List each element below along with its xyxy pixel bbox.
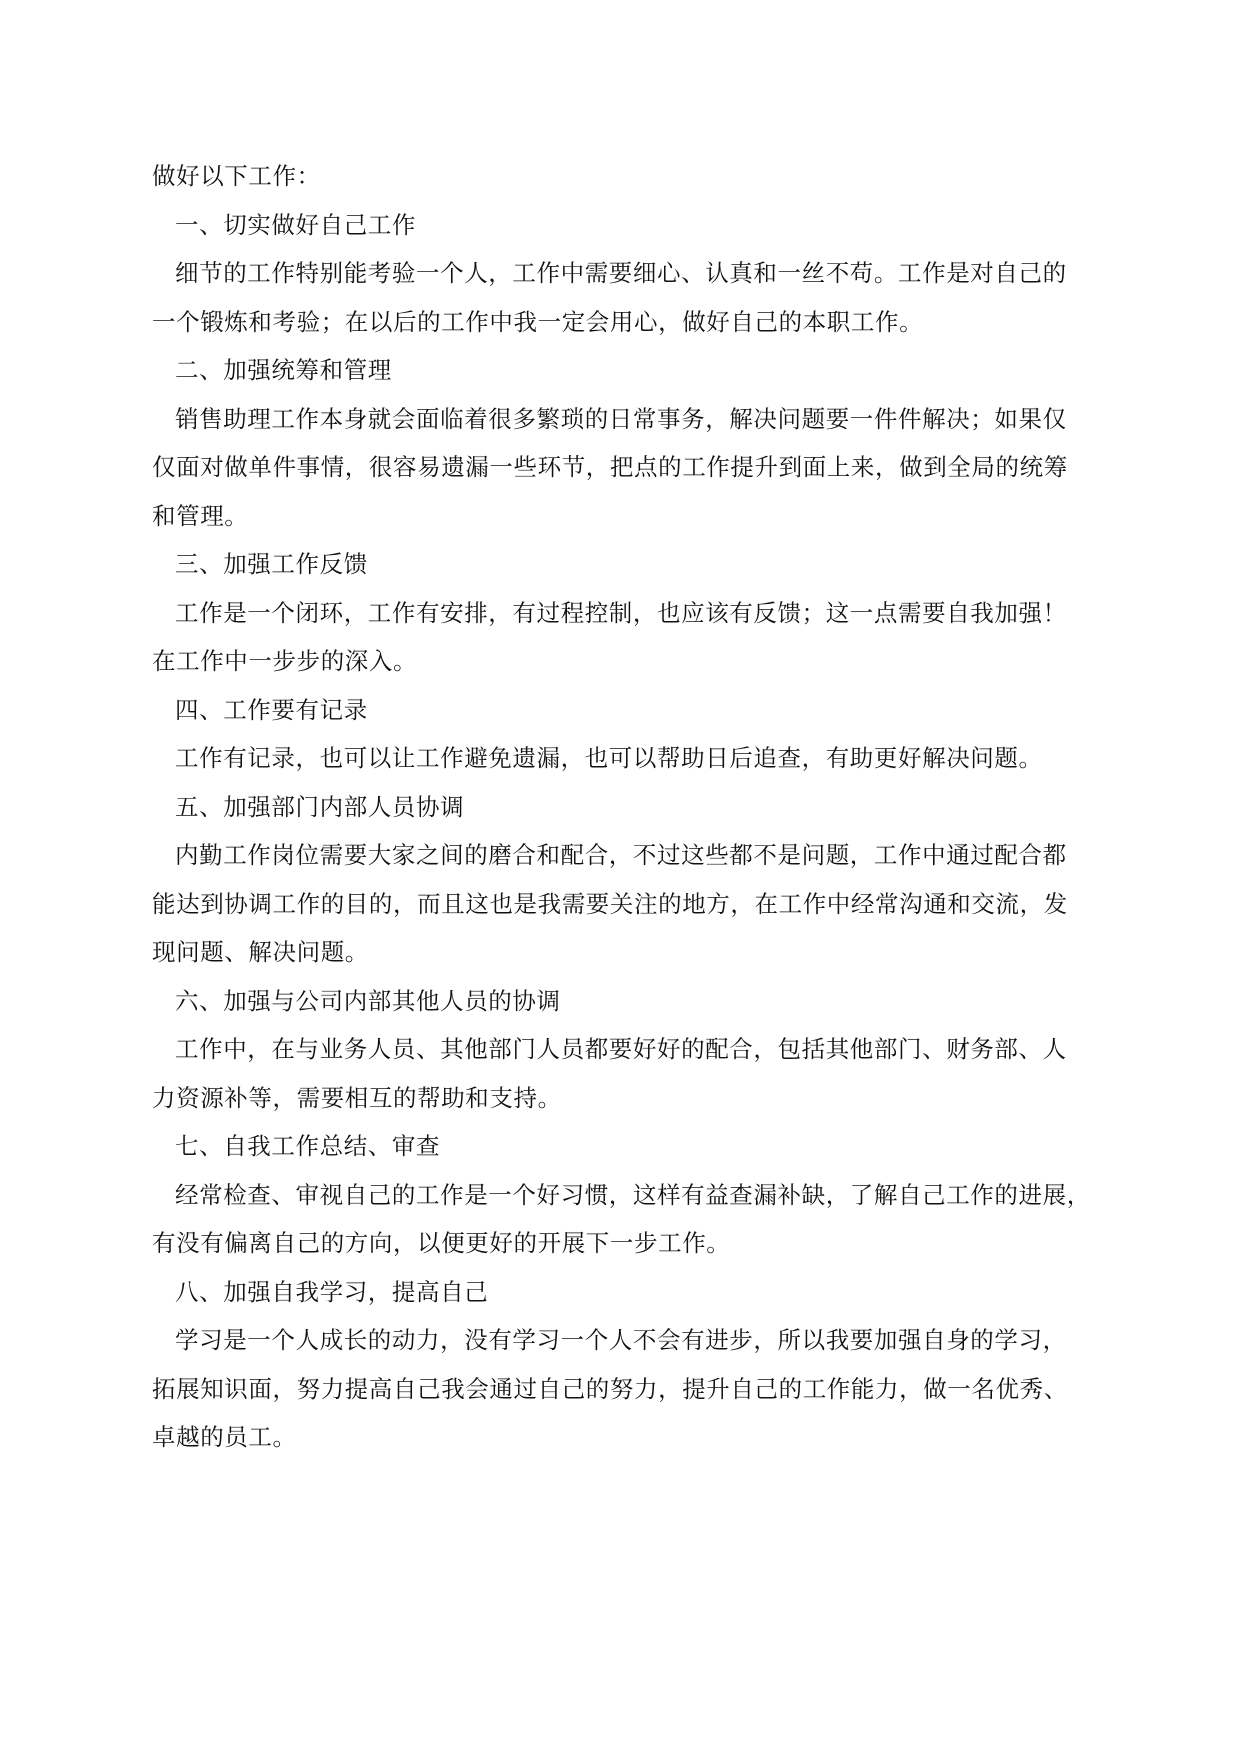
paragraph-1-line-1: 细节的工作特别能考验一个人，工作中需要细心、认真和一丝不苟。工作是对自己的	[175, 259, 1067, 287]
paragraph-5-line-2: 能达到协调工作的目的，而且这也是我需要关注的地方，在工作中经常沟通和交流，发	[152, 889, 1068, 918]
intro-line: 做好以下工作：	[152, 162, 321, 190]
section-heading-2: 二、加强统筹和管理	[175, 356, 392, 384]
paragraph-8-line-2: 拓展知识面，努力提高自己我会通过自己的努力，提升自己的工作能力，做一名优秀、	[152, 1374, 1068, 1403]
paragraph-1-line-2: 一个锻炼和考验；在以后的工作中我一定会用心，做好自己的本职工作。	[152, 307, 924, 336]
section-heading-5: 五、加强部门内部人员协调	[175, 792, 465, 821]
paragraph-2-line-1: 销售助理工作本身就会面临着很多繁琐的日常事务，解决问题要一件件解决；如果仅	[175, 404, 1067, 433]
section-heading-6: 六、加强与公司内部其他人员的协调	[175, 986, 561, 1015]
paragraph-8-line-3: 卓越的员工。	[152, 1423, 297, 1451]
section-heading-7: 七、自我工作总结、审查	[175, 1132, 441, 1160]
paragraph-2-line-2: 仅面对做单件事情，很容易遗漏一些环节，把点的工作提升到面上来，做到全局的统筹	[152, 453, 1068, 481]
paragraph-6-line-1: 工作中，在与业务人员、其他部门人员都要好好的配合，包括其他部门、财务部、人	[175, 1035, 1067, 1063]
section-heading-1: 一、切实做好自己工作	[175, 210, 416, 239]
section-heading-8: 八、加强自我学习，提高自己	[175, 1277, 489, 1306]
section-heading-4: 四、工作要有记录	[175, 695, 368, 724]
paragraph-3-line-2: 在工作中一步步的深入。	[152, 647, 418, 675]
paragraph-6-line-2: 力资源补等，需要相互的帮助和支持。	[152, 1083, 562, 1112]
paragraph-7-line-1: 经常检查、审视自己的工作是一个好习惯，这样有益查漏补缺，了解自己工作的进展，	[175, 1180, 1091, 1209]
paragraph-4-line-1: 工作有记录，也可以让工作避免遗漏，也可以帮助日后追查，有助更好解决问题。	[175, 744, 1043, 772]
paragraph-3-line-1: 工作是一个闭环，工作有安排，有过程控制，也应该有反馈；这一点需要自我加强！	[175, 598, 1067, 627]
paragraph-5-line-1: 内勤工作岗位需要大家之间的磨合和配合，不过这些都不是问题，工作中通过配合都	[175, 841, 1067, 869]
section-heading-3: 三、加强工作反馈	[175, 550, 368, 578]
document-body	[152, 152, 1112, 1462]
paragraph-7-line-2: 有没有偏离自己的方向，以便更好的开展下一步工作。	[152, 1229, 731, 1257]
paragraph-8-line-1: 学习是一个人成长的动力，没有学习一个人不会有进步，所以我要加强自身的学习，	[175, 1326, 1067, 1354]
paragraph-5-line-3: 现问题、解决问题。	[152, 938, 369, 966]
paragraph-2-line-3: 和管理。	[152, 501, 249, 530]
